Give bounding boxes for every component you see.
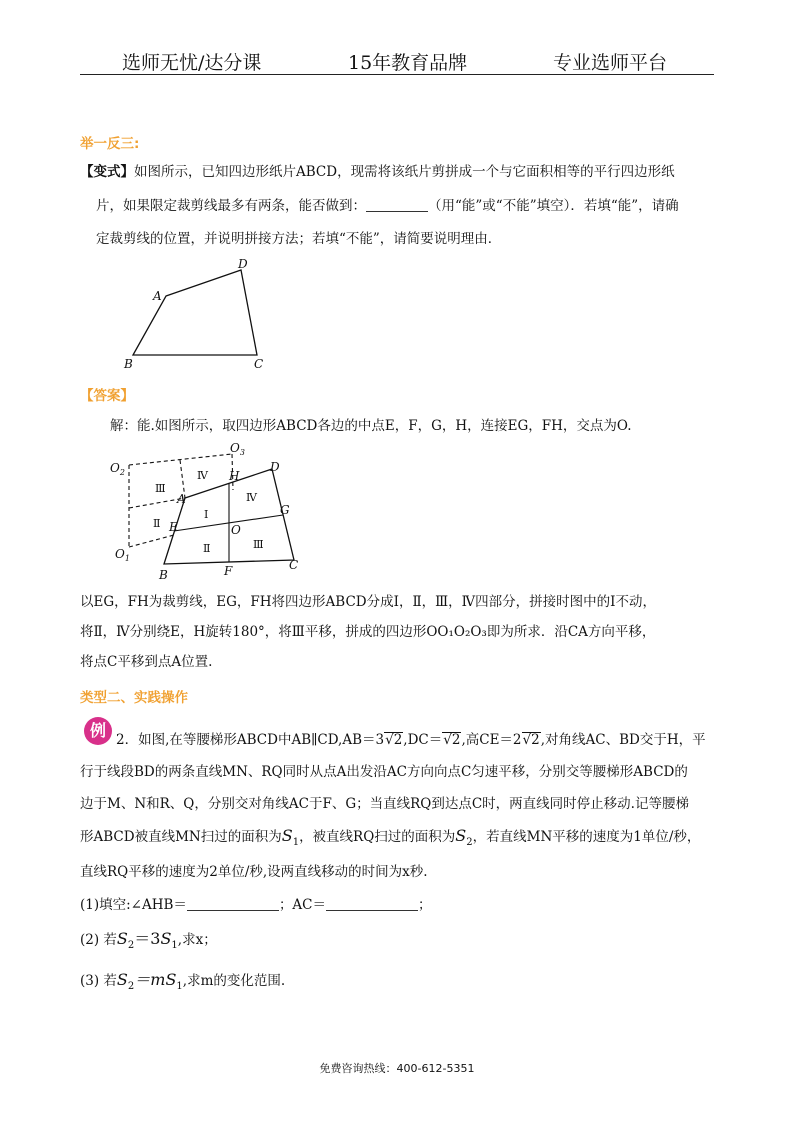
region-4-moved: Ⅳ — [197, 469, 208, 482]
region-4: Ⅳ — [246, 491, 257, 504]
problem-line-3: 边于M、N和R、Q，分别交对角线AC于F、G；当直线RQ到达点C时，两直线同时停止移动.记等腰梯 — [80, 796, 689, 812]
quadrilateral-figure — [120, 258, 280, 374]
label-a: A — [153, 289, 162, 303]
variant-line-2: 片，如果限定裁剪线最多有两条，能否做到： （用“能”或“不能”填空）．若填“能”，请确 — [96, 198, 679, 214]
label-d: D — [238, 258, 248, 271]
region-3: Ⅲ — [253, 538, 264, 551]
problem-line-1: 2．如图,在等腰梯形ABCD中AB∥CD,AB＝3√2,DC＝√2,高CE＝2√2,对角线AC、BD交于H，平 — [116, 732, 706, 748]
header-center: 15年教育品牌 — [348, 52, 468, 74]
problem-line-5: 直线RQ平移的速度为2单位/秒,设两直线移动的时间为x秒. — [80, 864, 428, 880]
footer-hotline: 免费咨询热线：400-612-5351 — [319, 1062, 475, 1075]
question-3: (3) 若$S_2=mS_1$,求m的变化范围. — [80, 970, 286, 992]
section-title-practice: 举一反三: — [80, 136, 140, 152]
label-d: D — [270, 460, 280, 474]
ac-blank[interactable] — [326, 896, 418, 911]
problem-line-4: 形ABCD被直线MN扫过的面积为$S_1$，被直线RQ扫过的面积为$S_2$，若直线MN平移的速度为1单位/秒， — [80, 826, 701, 848]
example-badge: 例 — [84, 717, 112, 745]
label-c: C — [289, 558, 299, 572]
problem-line-2: 行于线段BD的两条直线MN、RQ同时从点A出发沿AC方向向点C匀速平移，分别交等腰梯形ABCD的 — [80, 764, 688, 780]
answer-line-2: 以EG，FH为裁剪线，EG，FH将四边形ABCD分成Ⅰ，Ⅱ，Ⅲ，Ⅳ四部分，拼接时图中的Ⅰ不动， — [80, 594, 656, 610]
label-o1: $O_1$ — [115, 547, 130, 563]
answer-label: 【答案】 — [80, 388, 134, 404]
cut-and-rearrange-figure — [105, 438, 315, 586]
region-2: Ⅱ — [203, 542, 211, 555]
question-1: (1)填空:∠AHB＝ ；AC＝ ； — [80, 897, 432, 913]
label-a: A — [177, 492, 186, 506]
label-h: H — [229, 469, 240, 483]
question-2: (2) 若$S_2=3S_1$,求x； — [80, 929, 217, 951]
answer-line-3: 将Ⅱ，Ⅳ分别绕E，H旋转180°，将Ⅲ平移，拼成的四边形OO₁O₂O₃即为所求．沿CA方向平移， — [80, 624, 656, 640]
label-o2: $O_2$ — [110, 461, 125, 477]
quadrilateral-abcd — [133, 270, 257, 355]
label-c: C — [254, 357, 264, 371]
region-1: Ⅰ — [204, 508, 209, 521]
label-o3: $O_3$ — [230, 441, 245, 457]
label-f: F — [224, 564, 233, 578]
angle-ahb-blank[interactable] — [187, 896, 279, 911]
variant-line-1: 【变式】如图所示，已知四边形纸片ABCD，现需将该纸片剪拼成一个与它面积相等的平行四边形纸 — [80, 164, 675, 180]
page-header — [0, 48, 794, 72]
label-b: B — [159, 568, 168, 582]
header-left: 选师无忧/达分课 — [122, 52, 262, 74]
header-right: 专业选师平台 — [553, 52, 668, 74]
header-divider — [80, 74, 714, 75]
variant-label: 【变式】 — [80, 164, 134, 180]
answer-line-1: 解：能.如图所示，取四边形ABCD各边的中点E，F，G，H，连接EG，FH，交点为O. — [110, 418, 632, 434]
region-3-moved: Ⅲ — [155, 482, 166, 495]
label-b: B — [124, 357, 133, 371]
label-o: O — [231, 523, 241, 537]
answer-blank[interactable] — [366, 197, 428, 212]
region-2-moved: Ⅱ — [153, 517, 161, 530]
label-g: G — [280, 503, 290, 517]
answer-line-4: 将点C平移到点A位置. — [80, 654, 213, 670]
section-title-practice-operation: 类型二、实践操作 — [80, 690, 188, 706]
variant-line-3: 定裁剪线的位置，并说明拼接方法；若填“不能”，请简要说明理由． — [96, 231, 502, 247]
label-e: E — [169, 520, 178, 534]
